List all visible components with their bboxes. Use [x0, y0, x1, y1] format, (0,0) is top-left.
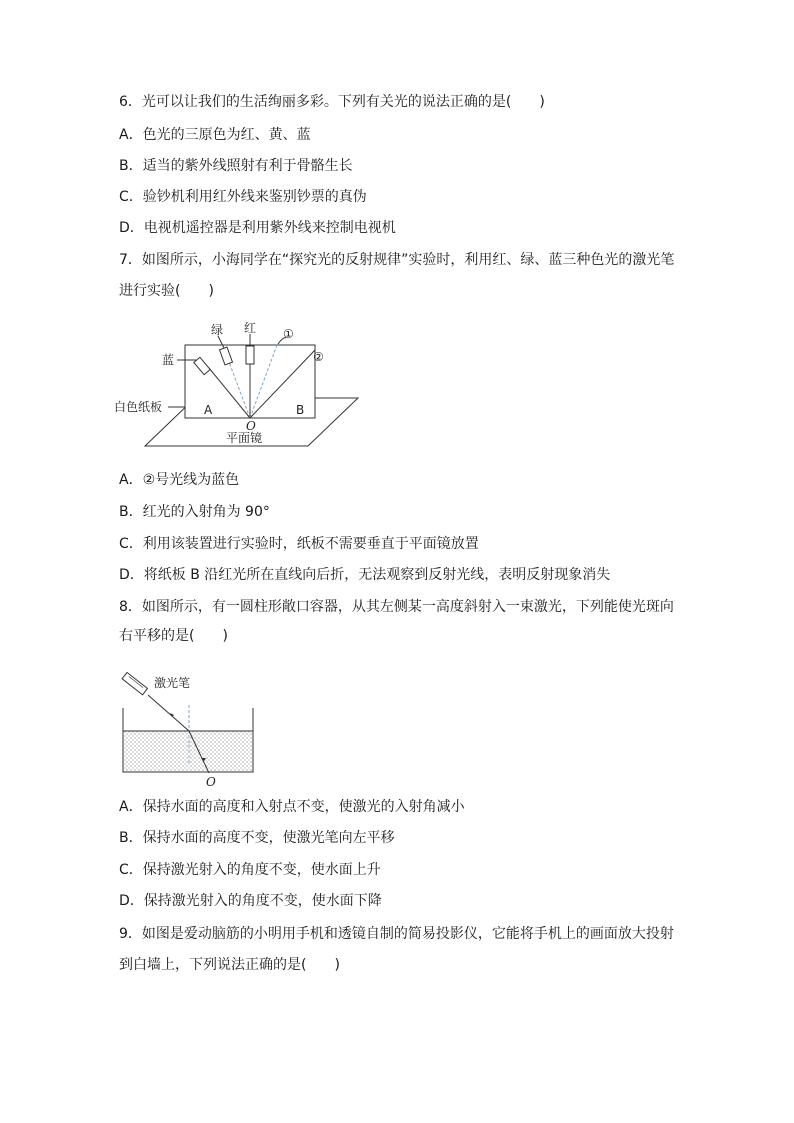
question-7-option-a: A．②号光线为蓝色 [119, 472, 240, 488]
question-7-stem-line2: 进行实验( ) [119, 283, 214, 299]
laser-pen-icon [122, 672, 147, 694]
question-7-option-c: C．利用该装置进行实验时，纸板不需要垂直于平面镜放置 [119, 536, 479, 552]
question-9-stem-line2: 到白墙上，下列说法正确的是( ) [119, 957, 340, 973]
label-white-board: 白色纸板 [114, 400, 163, 414]
red-laser-pen [246, 346, 254, 364]
question-9-stem-line1: 9．如图是爱动脑筋的小明用手机和透镜自制的简易投影仪，它能将手机上的画面放大投射 [119, 926, 674, 942]
label-board-b: B [296, 403, 305, 417]
label-ray-1: ① [283, 327, 294, 341]
question-6-stem: 6．光可以让我们的生活绚丽多彩。下列有关光的说法正确的是( ) [119, 94, 545, 110]
question-7-option-b: B．红光的入射角为 90° [119, 504, 270, 520]
label-red: 红 [244, 321, 257, 335]
label-board-a: A [204, 403, 213, 417]
question-6-option-b: B．适当的紫外线照射有利于骨骼生长 [119, 158, 353, 174]
question-6-option-a: A．色光的三原色为红、黄、蓝 [119, 127, 311, 143]
question-7-option-d: D．将纸板 B 沿红光所在直线向后折，无法观察到反射光线，表明反射现象消失 [119, 567, 611, 583]
label-blue: 蓝 [162, 353, 175, 367]
question-8-option-d: D．保持激光射入的角度不变，使水面下降 [119, 893, 382, 909]
question-8-option-b: B．保持水面的高度不变，使激光笔向左平移 [119, 830, 395, 846]
label-laser-pen: 激光笔 [154, 676, 191, 690]
question-6-option-c: C．验钞机利用红外线来鉴别钞票的真伪 [119, 189, 367, 205]
question-8-stem-line1: 8．如图所示，有一圆柱形敞口容器，从其左侧某一高度斜射入一束激光，下列能使光斑向 [119, 599, 674, 615]
question-8-stem-line2: 右平移的是( ) [119, 628, 228, 644]
label-point-o: O [246, 419, 256, 433]
laser-container-figure [118, 665, 263, 790]
question-8-option-c: C．保持激光射入的角度不变，使水面上升 [119, 862, 381, 878]
question-8-option-a: A．保持水面的高度和入射点不变，使激光的入射角减小 [119, 799, 465, 815]
label-point-o: O [206, 775, 216, 789]
question-6-option-d: D．电视机遥控器是利用紫外线来控制电视机 [119, 220, 396, 236]
label-plane-mirror: 平面镜 [226, 431, 263, 445]
question-7-stem-line1: 7．如图所示，小海同学在“探究光的反射规律”实验时，利用红、绿、蓝三种色光的激光笔 [119, 252, 675, 268]
label-ray-2: ② [313, 350, 324, 364]
water [123, 731, 253, 772]
label-green: 绿 [211, 323, 224, 337]
incident-ray [148, 695, 189, 731]
reflection-experiment-figure [110, 318, 360, 458]
